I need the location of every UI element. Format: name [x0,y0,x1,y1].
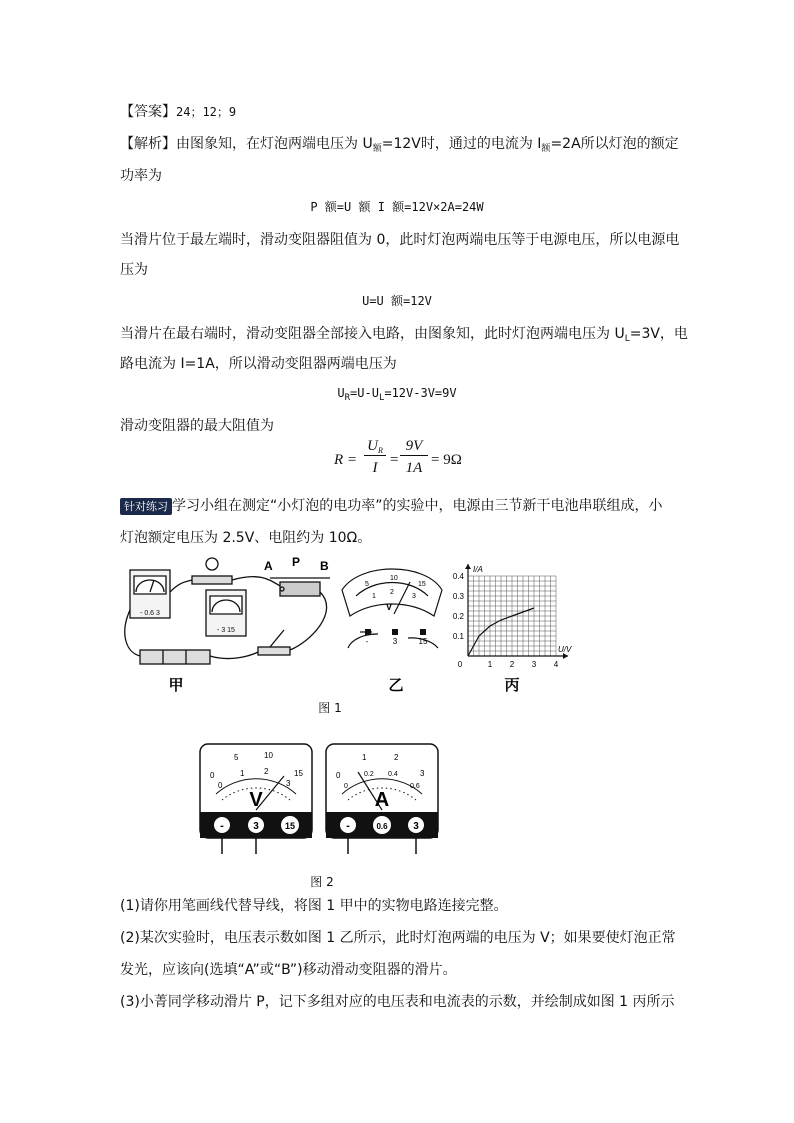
yi-scale-3: 3 [412,593,416,600]
formula-text: =12V-3V=9V [384,386,457,400]
analysis-text: 由图象知，在灯泡两端电压为 U [176,136,373,152]
fraction-2-denominator: 1A [405,460,423,476]
equals-sign: = [389,452,400,468]
v-unit: V [249,789,263,811]
a-lower-04: 0.4 [388,771,398,778]
subscript: R [344,393,351,403]
circuit-jia [125,558,330,664]
a-terminal-3: 3 [413,821,419,832]
v-upper-0: 0 [210,771,215,780]
yi-terminal-3 [392,629,398,635]
question-3: (3)小菁同学移动滑片 P，记下多组对应的电压表和电流表的示数，并绘制成如图 1 丙所示 [120,994,675,1010]
switch [258,630,290,655]
a-terminal-neg: - [346,820,350,832]
question-2-line-2: 发光，应该向(选填“A”或“B”)移动滑动变阻器的滑片。 [120,962,457,978]
figure-1-caption: 图 1 [318,701,342,715]
v-upper-10: 10 [264,751,273,760]
formula-result: = 9Ω [431,452,462,468]
analysis-text: =3V，电 [629,326,688,342]
yi-label-neg: - [365,637,369,646]
label-yi: 乙 [388,677,404,694]
label-jia: 甲 [168,677,184,694]
figure-1 [120,552,580,697]
y-axis-label: I/A [473,565,483,574]
yi-terminal-neg [365,629,371,635]
yi-unit: V [386,602,393,612]
fraction-1-denominator: I [372,460,378,476]
a-upper-2: 2 [394,753,399,762]
a-unit: A [374,789,390,811]
a-lower-0: 0 [344,783,348,790]
yi-scale-10: 10 [390,575,398,582]
a-lower-02: 0.2 [364,771,374,778]
analysis-text: 当滑片在最右端时，滑动变阻器全部接入电路，由图象知，此时灯泡两端电压为 U [120,326,625,342]
fraction-2-numerator: 9V [400,438,428,456]
v-terminal-15: 15 [284,821,296,831]
analysis-label: 【解析】 [120,136,176,152]
yi-terminal-15 [420,629,426,635]
x-tick-label: 4 [553,660,559,669]
formula-voltage: U=U 额=12V [362,294,432,308]
formula-text: U [337,386,345,400]
subscript: L [378,393,385,403]
label-bing: 丙 [504,677,520,694]
analysis-line-1 [120,134,679,159]
v-lower-1: 1 [240,769,245,778]
formula-text: =U-U [350,386,379,400]
formula-rheostat-voltage [0,386,794,403]
yi-scale-2: 2 [390,589,394,596]
figure-2-caption: 图 2 [310,875,334,889]
analysis-line-4: 压为 [120,262,148,278]
subscript: L [624,334,630,344]
a-upper-1: 1 [362,753,367,762]
figure-2 [198,742,444,856]
answer-values: 24；12；9 [176,105,237,119]
analysis-line-5 [120,324,688,349]
terminal-P: P [292,555,301,569]
y-tick-label: 0.2 [452,612,464,621]
fraction-1-numerator [364,438,386,456]
subscript: R [377,446,383,455]
question-2-line-1: (2)某次实验时，电压表示数如图 1 乙所示，此时灯泡两端的电压为 V；如果要使灯泡正常 [120,930,676,946]
yi-label-3: 3 [392,637,398,646]
y-tick-label: 0.4 [452,572,464,581]
practice-line-1 [120,496,663,517]
x-tick-label: 0 [457,660,463,669]
x-tick-label: 3 [531,660,537,669]
iu-graph [453,564,572,669]
v-lower-2: 2 [264,767,269,776]
formula-lhs: R = [334,452,358,468]
v-upper-5: 5 [234,753,239,762]
v-terminal-3: 3 [253,821,259,832]
a-upper-0: 0 [336,771,341,780]
subscript: 额 [372,144,382,154]
yi-label-15: 15 [418,637,428,646]
a-lower-06: 0.6 [410,783,420,790]
formula-resistance [334,438,474,482]
y-axis-arrow [465,564,471,569]
x-axis-label: U/V [558,645,572,654]
v-terminal-neg: - [220,820,224,832]
subscript: 额 [541,144,551,154]
analysis-line-6: 路电流为 I=1A，所以滑动变阻器两端电压为 [120,356,397,372]
yi-scale-1: 1 [372,593,376,600]
battery-pack [140,650,210,664]
bulb-holder [192,558,232,584]
numerator-text: U [367,438,378,454]
answer-label: 【答案】 [120,104,176,120]
terminal-B: B [320,559,329,573]
ammeter-terminals: - 0.6 3 [140,610,160,617]
a-terminal-06: 0.6 [376,822,388,831]
v-lower-3: 3 [286,779,291,788]
practice-line-2: 灯泡额定电压为 2.5V、电阻约为 10Ω。 [120,530,372,546]
practice-tag: 针对练习 [120,498,172,515]
v-lower-0: 0 [218,781,223,790]
practice-text: 学习小组在测定“小灯泡的电功率”的实验中，电源由三节新干电池串联组成，小 [172,498,663,514]
v-upper-15: 15 [294,769,303,778]
analysis-text: =12V时，通过的电流为 I [381,136,542,152]
a-upper-3: 3 [420,769,425,778]
analysis-line-3: 当滑片位于最左端时，滑动变阻器阻值为 0，此时灯泡两端电压等于电源电压，所以电源电 [120,232,680,248]
x-tick-label: 2 [509,660,515,669]
voltmeter-terminals: - 3 15 [217,627,235,634]
question-1: (1)请你用笔画线代替导线，将图 1 甲中的实物电路连接完整。 [120,898,508,914]
terminal-A: A [264,559,273,573]
answer-line [120,102,236,122]
formula-power: P 额=U 额 I 额=12V×2A=24W [310,200,484,214]
analysis-line-7: 滑动变阻器的最大阻值为 [120,418,274,434]
analysis-text: =2A所以灯泡的额定 [550,136,679,152]
y-tick-label: 0.3 [452,592,464,601]
yi-scale-5: 5 [365,581,369,588]
analysis-line-2: 功率为 [120,168,162,184]
yi-scale-15: 15 [418,581,426,588]
y-tick-label: 0.1 [452,632,464,641]
x-tick-label: 1 [487,660,493,669]
